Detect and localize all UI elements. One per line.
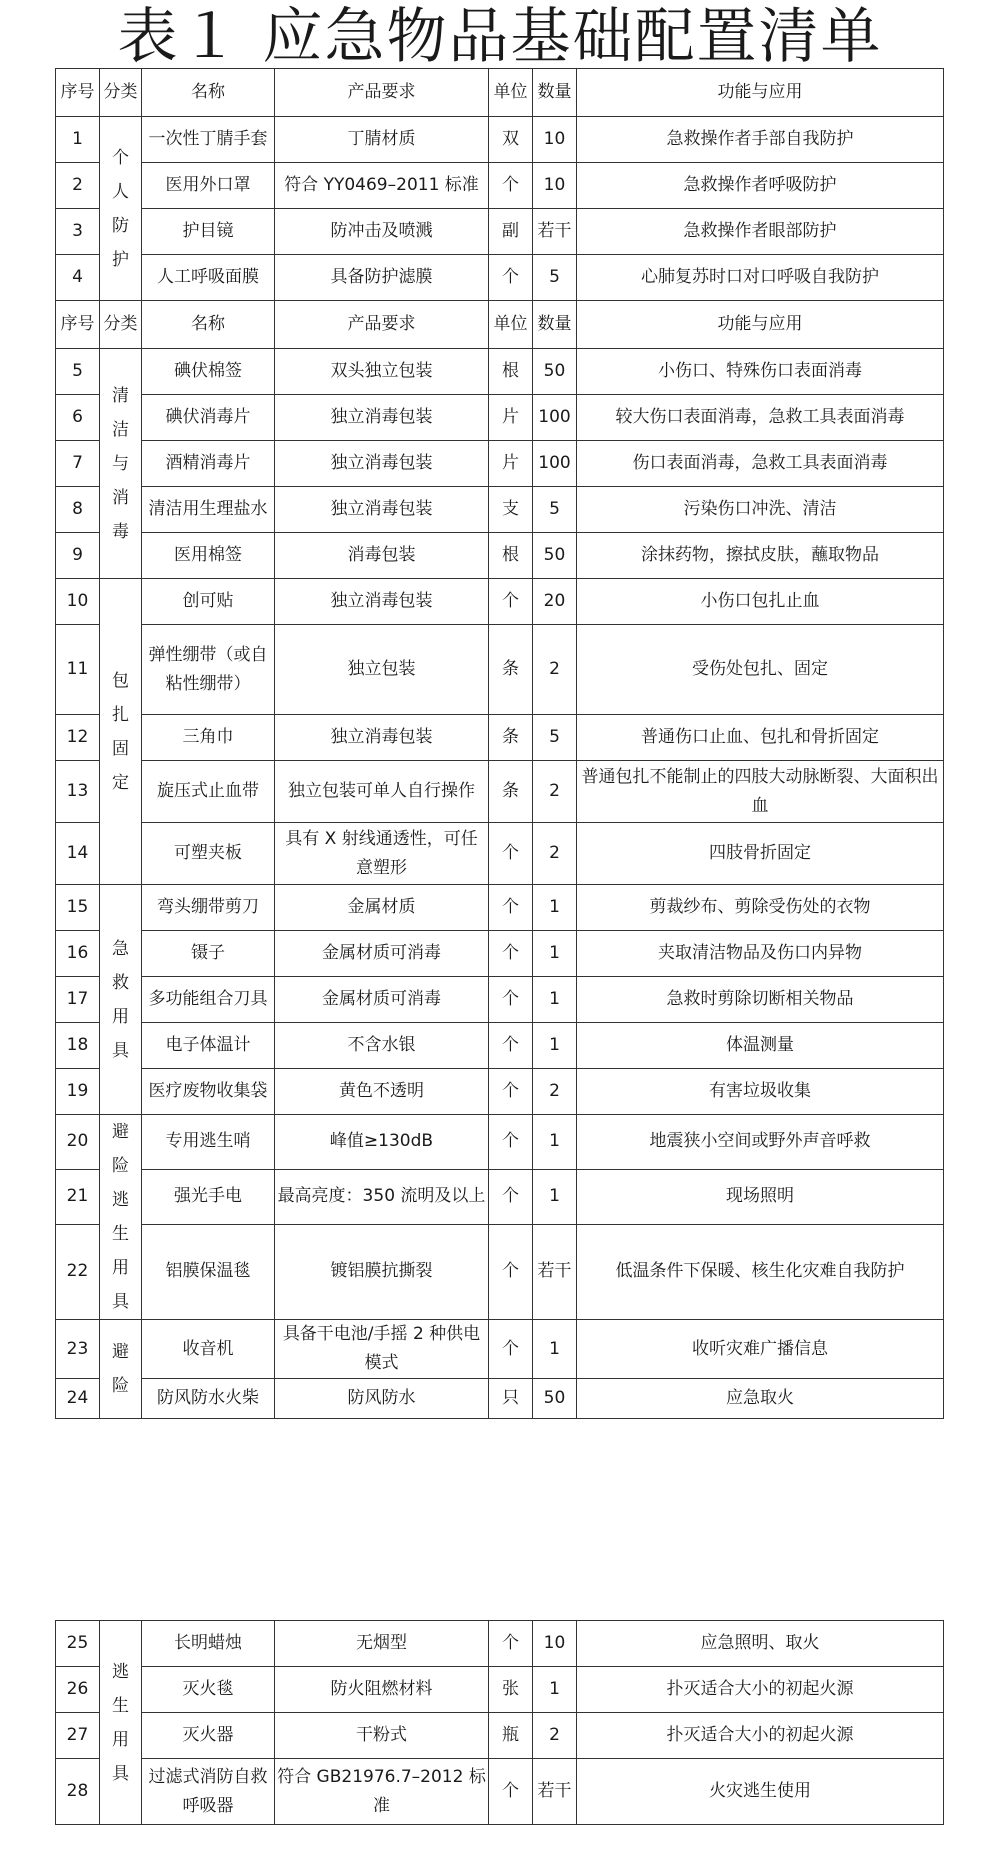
cell-name: 医用棉签: [142, 533, 275, 579]
cell-usage: 涂抹药物，擦拭皮肤，蘸取物品: [577, 533, 944, 579]
cell-unit: 个: [489, 163, 533, 209]
cell-name: 碘伏棉签: [142, 349, 275, 395]
table-row: [56, 579, 944, 625]
cell-usage: 急救操作者手部自我防护: [577, 117, 944, 163]
cell-no: 7: [56, 441, 100, 487]
cell-unit: 根: [489, 533, 533, 579]
supplies-table-continued: [55, 1620, 944, 1825]
cell-name: 医疗废物收集袋: [142, 1069, 275, 1115]
category-label: 避险: [111, 1342, 129, 1396]
table-row: [56, 1069, 944, 1115]
cell-category: [100, 1115, 142, 1320]
cell-name: 专用逃生哨: [142, 1115, 275, 1170]
cell-usage: 剪裁纱布、剪除受伤处的衣物: [577, 885, 944, 931]
header-requirement: 产品要求: [275, 301, 489, 349]
table-row: [56, 1667, 944, 1713]
page-title: 表１ 应急物品基础配置清单: [117, 2, 883, 72]
table-row: [56, 1379, 944, 1419]
table-row: [56, 1713, 944, 1759]
cell-name: 收音机: [142, 1320, 275, 1379]
cell-requirement: 消毒包装: [275, 533, 489, 579]
table-row: [56, 117, 944, 163]
table-row: [56, 823, 944, 885]
cell-qty: 50: [533, 533, 577, 579]
cell-usage: 污染伤口冲洗、清洁: [577, 487, 944, 533]
cell-qty: 1: [533, 977, 577, 1023]
cell-category: [100, 1621, 142, 1825]
cell-name: 清洁用生理盐水: [142, 487, 275, 533]
cell-usage: 扑灭适合大小的初起火源: [577, 1667, 944, 1713]
cell-requirement: 独立消毒包装: [275, 579, 489, 625]
category-label: 个人防护: [111, 147, 129, 270]
cell-name: 可塑夹板: [142, 823, 275, 885]
cell-requirement: 防风防水: [275, 1379, 489, 1419]
table-row: [56, 1320, 944, 1379]
cell-unit: 个: [489, 977, 533, 1023]
cell-category: [100, 885, 142, 1115]
cell-no: 13: [56, 761, 100, 823]
table-row: [56, 209, 944, 255]
cell-no: 8: [56, 487, 100, 533]
header-usage: 功能与应用: [577, 301, 944, 349]
cell-qty: 50: [533, 1379, 577, 1419]
cell-qty: 20: [533, 579, 577, 625]
cell-qty: 10: [533, 1621, 577, 1667]
table-row: [56, 931, 944, 977]
cell-unit: 个: [489, 823, 533, 885]
header-name: 名称: [142, 301, 275, 349]
cell-unit: 条: [489, 715, 533, 761]
cell-requirement: 防火阻燃材料: [275, 1667, 489, 1713]
cell-requirement: 金属材质可消毒: [275, 977, 489, 1023]
cell-name: 防风防水火柴: [142, 1379, 275, 1419]
cell-usage: 有害垃圾收集: [577, 1069, 944, 1115]
cell-usage: 扑灭适合大小的初起火源: [577, 1713, 944, 1759]
supplies-table: [55, 68, 944, 1419]
cell-name: 人工呼吸面膜: [142, 255, 275, 301]
table-row: [56, 255, 944, 301]
cell-qty: 2: [533, 1069, 577, 1115]
cell-requirement: 独立消毒包装: [275, 715, 489, 761]
cell-usage: 应急照明、取火: [577, 1621, 944, 1667]
cell-no: 5: [56, 349, 100, 395]
cell-usage: 小伤口包扎止血: [577, 579, 944, 625]
table-row: [56, 1621, 944, 1667]
cell-usage: 体温测量: [577, 1023, 944, 1069]
cell-category: [100, 117, 142, 301]
cell-category: [100, 579, 142, 885]
cell-name: 旋压式止血带: [142, 761, 275, 823]
header-unit: 单位: [489, 301, 533, 349]
cell-no: 23: [56, 1320, 100, 1379]
cell-no: 14: [56, 823, 100, 885]
cell-no: 25: [56, 1621, 100, 1667]
cell-unit: 片: [489, 395, 533, 441]
cell-requirement: 独立消毒包装: [275, 487, 489, 533]
cell-requirement: 双头独立包装: [275, 349, 489, 395]
cell-unit: 根: [489, 349, 533, 395]
table-row: [56, 533, 944, 579]
cell-requirement: 独立消毒包装: [275, 395, 489, 441]
cell-qty: 10: [533, 163, 577, 209]
cell-usage: 普通伤口止血、包扎和骨折固定: [577, 715, 944, 761]
cell-qty: 1: [533, 1115, 577, 1170]
cell-unit: 个: [489, 1023, 533, 1069]
cell-usage: 急救操作者眼部防护: [577, 209, 944, 255]
cell-unit: 个: [489, 1759, 533, 1825]
cell-requirement: 最高亮度：350 流明及以上: [275, 1169, 489, 1224]
cell-unit: 双: [489, 117, 533, 163]
cell-requirement: 不含水银: [275, 1023, 489, 1069]
cell-qty: 10: [533, 117, 577, 163]
cell-usage: 受伤处包扎、固定: [577, 625, 944, 715]
table-row: [56, 761, 944, 823]
cell-requirement: 丁腈材质: [275, 117, 489, 163]
cell-qty: 1: [533, 1320, 577, 1379]
cell-no: 10: [56, 579, 100, 625]
header-category: 分类: [100, 301, 142, 349]
table-row: [56, 163, 944, 209]
header-qty: 数量: [533, 301, 577, 349]
cell-qty: 1: [533, 1169, 577, 1224]
cell-usage: 普通包扎不能制止的四肢大动脉断裂、大面积出血: [577, 761, 944, 823]
cell-unit: 支: [489, 487, 533, 533]
cell-name: 弯头绷带剪刀: [142, 885, 275, 931]
cell-name: 弹性绷带（或自粘性绷带）: [142, 625, 275, 715]
cell-unit: 个: [489, 1320, 533, 1379]
cell-usage: 急救操作者呼吸防护: [577, 163, 944, 209]
cell-qty: 若干: [533, 1759, 577, 1825]
cell-name: 长明蜡烛: [142, 1621, 275, 1667]
cell-name: 镊子: [142, 931, 275, 977]
header-name: 名称: [142, 69, 275, 117]
cell-name: 灭火毯: [142, 1667, 275, 1713]
cell-no: 22: [56, 1224, 100, 1319]
cell-no: 26: [56, 1667, 100, 1713]
cell-qty: 50: [533, 349, 577, 395]
cell-name: 碘伏消毒片: [142, 395, 275, 441]
table-row: [56, 1759, 944, 1825]
cell-no: 27: [56, 1713, 100, 1759]
category-label: 逃生用具: [111, 1661, 129, 1784]
cell-name: 多功能组合刀具: [142, 977, 275, 1023]
cell-unit: 个: [489, 255, 533, 301]
cell-requirement: 独立包装可单人自行操作: [275, 761, 489, 823]
table-row: [56, 885, 944, 931]
cell-requirement: 符合 YY0469–2011 标准: [275, 163, 489, 209]
cell-no: 4: [56, 255, 100, 301]
cell-usage: 火灾逃生使用: [577, 1759, 944, 1825]
cell-category: [100, 349, 142, 579]
cell-usage: 收听灾难广播信息: [577, 1320, 944, 1379]
table-row: [56, 349, 944, 395]
cell-usage: 心肺复苏时口对口呼吸自我防护: [577, 255, 944, 301]
cell-no: 12: [56, 715, 100, 761]
cell-unit: 瓶: [489, 1713, 533, 1759]
cell-no: 17: [56, 977, 100, 1023]
cell-no: 2: [56, 163, 100, 209]
cell-requirement: 金属材质: [275, 885, 489, 931]
cell-no: 1: [56, 117, 100, 163]
cell-qty: 100: [533, 395, 577, 441]
cell-qty: 5: [533, 487, 577, 533]
cell-requirement: 干粉式: [275, 1713, 489, 1759]
cell-requirement: 具有 X 射线通透性，可任意塑形: [275, 823, 489, 885]
cell-usage: 小伤口、特殊伤口表面消毒: [577, 349, 944, 395]
cell-unit: 个: [489, 1069, 533, 1115]
header-row: [56, 301, 944, 349]
cell-unit: 只: [489, 1379, 533, 1419]
cell-requirement: 无烟型: [275, 1621, 489, 1667]
cell-qty: 5: [533, 715, 577, 761]
cell-requirement: 防冲击及喷溅: [275, 209, 489, 255]
cell-requirement: 独立包装: [275, 625, 489, 715]
header-no: 序号: [56, 69, 100, 117]
cell-unit: 条: [489, 761, 533, 823]
cell-name: 强光手电: [142, 1169, 275, 1224]
header-unit: 单位: [489, 69, 533, 117]
cell-unit: 个: [489, 579, 533, 625]
cell-no: 24: [56, 1379, 100, 1419]
cell-usage: 地震狭小空间或野外声音呼救: [577, 1115, 944, 1170]
cell-unit: 个: [489, 1169, 533, 1224]
cell-no: 6: [56, 395, 100, 441]
header-usage: 功能与应用: [577, 69, 944, 117]
cell-qty: 1: [533, 1023, 577, 1069]
cell-no: 19: [56, 1069, 100, 1115]
cell-name: 创可贴: [142, 579, 275, 625]
cell-requirement: 符合 GB21976.7–2012 标准: [275, 1759, 489, 1825]
cell-name: 酒精消毒片: [142, 441, 275, 487]
table-row: [56, 1115, 944, 1170]
cell-name: 医用外口罩: [142, 163, 275, 209]
cell-qty: 1: [533, 931, 577, 977]
cell-requirement: 镀铝膜抗撕裂: [275, 1224, 489, 1319]
cell-qty: 2: [533, 823, 577, 885]
cell-unit: 个: [489, 1115, 533, 1170]
cell-unit: 条: [489, 625, 533, 715]
cell-no: 18: [56, 1023, 100, 1069]
cell-no: 21: [56, 1169, 100, 1224]
table-row: [56, 487, 944, 533]
table-row: [56, 1169, 944, 1224]
cell-name: 过滤式消防自救呼吸器: [142, 1759, 275, 1825]
table-row: [56, 1224, 944, 1319]
category-label: 急救用具: [111, 938, 129, 1061]
cell-no: 9: [56, 533, 100, 579]
cell-unit: 片: [489, 441, 533, 487]
cell-usage: 较大伤口表面消毒，急救工具表面消毒: [577, 395, 944, 441]
cell-no: 11: [56, 625, 100, 715]
cell-no: 28: [56, 1759, 100, 1825]
cell-unit: 副: [489, 209, 533, 255]
table-row: [56, 395, 944, 441]
cell-unit: 个: [489, 885, 533, 931]
cell-requirement: 独立消毒包装: [275, 441, 489, 487]
table-row: [56, 625, 944, 715]
cell-no: 15: [56, 885, 100, 931]
cell-qty: 100: [533, 441, 577, 487]
cell-unit: 个: [489, 1224, 533, 1319]
cell-requirement: 黄色不透明: [275, 1069, 489, 1115]
cell-qty: 1: [533, 1667, 577, 1713]
cell-category: [100, 1320, 142, 1419]
cell-usage: 低温条件下保暖、核生化灾难自我防护: [577, 1224, 944, 1319]
cell-name: 灭火器: [142, 1713, 275, 1759]
cell-usage: 现场照明: [577, 1169, 944, 1224]
cell-requirement: 峰值≥130dB: [275, 1115, 489, 1170]
cell-usage: 应急取火: [577, 1379, 944, 1419]
header-no: 序号: [56, 301, 100, 349]
cell-no: 3: [56, 209, 100, 255]
cell-requirement: 具备防护滤膜: [275, 255, 489, 301]
cell-name: 三角巾: [142, 715, 275, 761]
category-label: 避险逃生用具: [111, 1122, 129, 1312]
header-row: [56, 69, 944, 117]
cell-usage: 四肢骨折固定: [577, 823, 944, 885]
cell-unit: 个: [489, 1621, 533, 1667]
cell-requirement: 金属材质可消毒: [275, 931, 489, 977]
cell-usage: 伤口表面消毒，急救工具表面消毒: [577, 441, 944, 487]
category-label: 包扎固定: [111, 670, 129, 793]
cell-name: 一次性丁腈手套: [142, 117, 275, 163]
cell-qty: 2: [533, 625, 577, 715]
cell-name: 铝膜保温毯: [142, 1224, 275, 1319]
cell-no: 16: [56, 931, 100, 977]
table-row: [56, 977, 944, 1023]
table-row: [56, 715, 944, 761]
cell-usage: 急救时剪除切断相关物品: [577, 977, 944, 1023]
table-row: [56, 1023, 944, 1069]
category-label: 清洁与消毒: [111, 385, 129, 542]
cell-no: 20: [56, 1115, 100, 1170]
cell-name: 护目镜: [142, 209, 275, 255]
header-qty: 数量: [533, 69, 577, 117]
cell-qty: 2: [533, 761, 577, 823]
cell-qty: 若干: [533, 1224, 577, 1319]
cell-unit: 张: [489, 1667, 533, 1713]
cell-name: 电子体温计: [142, 1023, 275, 1069]
cell-requirement: 具备干电池/手摇 2 种供电模式: [275, 1320, 489, 1379]
cell-unit: 个: [489, 931, 533, 977]
cell-usage: 夹取清洁物品及伤口内异物: [577, 931, 944, 977]
cell-qty: 5: [533, 255, 577, 301]
table-row: [56, 441, 944, 487]
cell-qty: 2: [533, 1713, 577, 1759]
cell-qty: 1: [533, 885, 577, 931]
header-category: 分类: [100, 69, 142, 117]
header-requirement: 产品要求: [275, 69, 489, 117]
cell-qty: 若干: [533, 209, 577, 255]
